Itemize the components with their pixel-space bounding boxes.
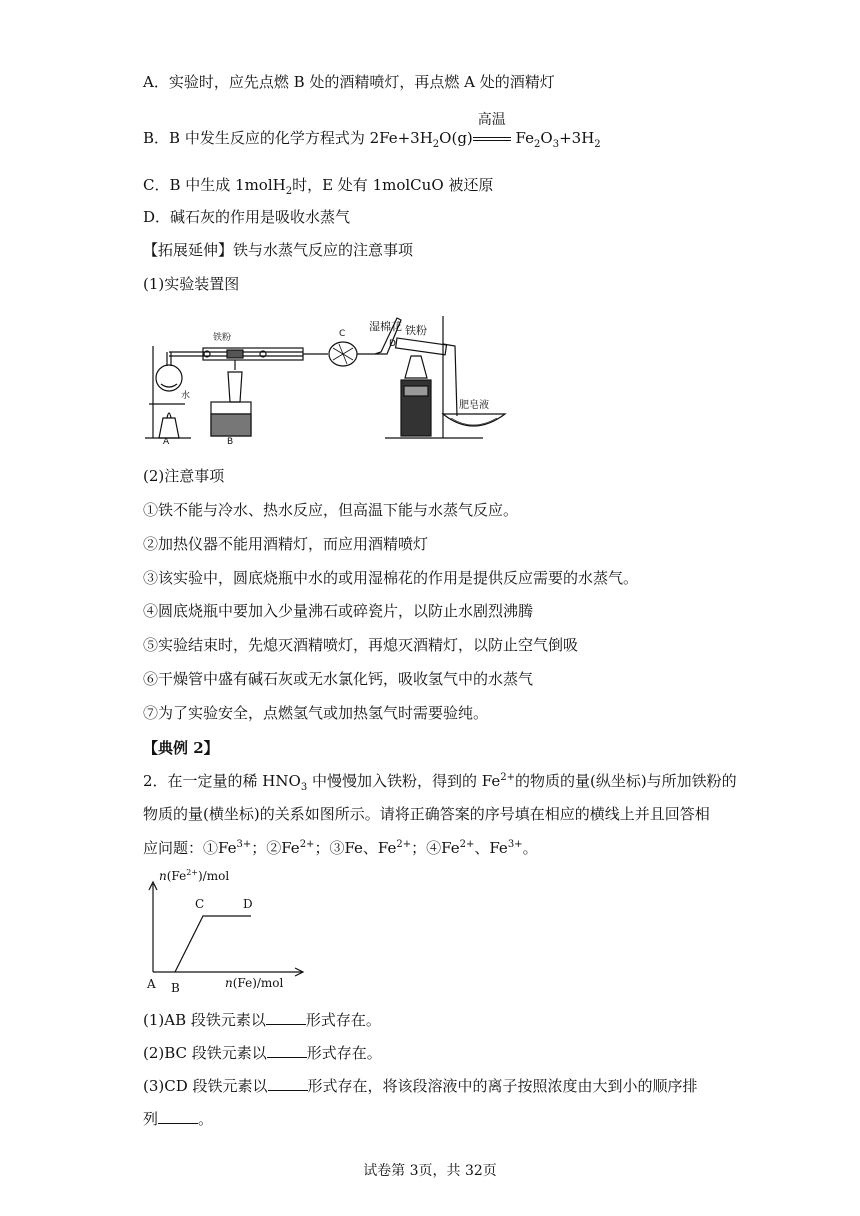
point-c: C <box>195 897 205 911</box>
answer-blank-2[interactable] <box>267 1043 307 1058</box>
point-b: B <box>171 981 180 995</box>
fe2-graph <box>143 866 313 996</box>
label-wet-cotton: 湿棉花 <box>369 320 402 333</box>
label-soap: 肥皂液 <box>459 400 489 411</box>
example-title: 【典例 2】 <box>143 739 219 757</box>
label-water: 水 <box>181 391 191 401</box>
point-a: A <box>147 977 156 991</box>
point-d: D <box>243 897 253 911</box>
note-7: ⑦为了实验安全，点燃氢气或加热氢气时需要验纯。 <box>143 704 489 722</box>
option-d: D．碱石灰的作用是吸收水蒸气 <box>143 208 351 226</box>
option-a: A．实验时，应先点燃 B 处的酒精喷灯，再点燃 A 处的酒精灯 <box>143 73 555 91</box>
option-b: B．B 中发生反应的化学方程式为 $2Fe+3H_2O(g)$ 高温 $Fe_2O_3+3H_2$ <box>143 112 601 150</box>
reaction-condition: 高温 <box>473 128 511 148</box>
label-iron-powder-2: 铁粉 <box>405 324 427 337</box>
svg-text:n(Fe)/mol: n(Fe)/mol <box>225 976 284 990</box>
extension-subtitle-apparatus: (1)实验装置图 <box>143 275 240 293</box>
apparatus-diagram <box>143 312 523 444</box>
option-c: C．B 中生成 1molH$_2$时，E 处有 1molCuO 被还原 <box>143 176 494 197</box>
note-6: ⑥干燥管中盛有碱石灰或无水氯化钙，吸收氢气中的水蒸气 <box>143 670 534 688</box>
label-d: D <box>389 339 396 349</box>
label-b: B <box>227 437 234 444</box>
test-tube <box>396 338 447 355</box>
label-a: A <box>163 437 170 444</box>
extension-subtitle-notes: (2)注意事项 <box>143 467 225 485</box>
svg-text:n(Fe2+)/mol: $n(Fe^{2+})$/mol <box>159 868 230 883</box>
data-line <box>175 916 251 972</box>
sub-question-3-cont: 列 。 <box>143 1110 214 1128</box>
note-3: ③该实验中，圆底烧瓶中水的或用湿棉花的作用是提供反应需要的水蒸气。 <box>143 569 639 587</box>
note-4: ④圆底烧瓶中要加入少量沸石或碎瓷片，以防止水剧烈沸腾 <box>143 602 534 620</box>
sub-question-3: (3)CD 段铁元素以 形式存在，将该段溶液中的离子按照浓度由大到小的顺序排 <box>143 1077 698 1095</box>
answer-blank-4[interactable] <box>158 1109 198 1124</box>
hard-glass-tube <box>203 348 303 360</box>
question-line-1: 2．在一定量的稀 $HNO_3$ 中慢慢加入铁粉，得到的 $Fe^{2+}$的物质的量(纵坐标)与所加铁粉的 <box>143 772 737 793</box>
label-c: C <box>339 329 346 339</box>
question-line-2: 物质的量(横坐标)的关系如图所示。请将正确答案的序号填在相应的横线上并且回答相 <box>143 805 710 823</box>
answer-blank-1[interactable] <box>266 1010 306 1025</box>
note-1: ①铁不能与冷水、热水反应，但高温下能与水蒸气反应。 <box>143 501 519 519</box>
extension-title: 【拓展延伸】铁与水蒸气反应的注意事项 <box>143 241 414 259</box>
note-5: ⑤实验结束时，先熄灭酒精喷灯，再熄灭酒精灯，以防止空气倒吸 <box>143 636 579 654</box>
note-2: ②加热仪器不能用酒精灯，而应用酒精喷灯 <box>143 535 429 553</box>
alcohol-lamp <box>159 418 179 438</box>
sub-question-2: (2)BC 段铁元素以 形式存在。 <box>143 1044 382 1062</box>
evaporating-dish <box>443 414 505 426</box>
question-line-3: 应问题：$①Fe^{3+}$；$②Fe^{2+}$；③Fe、$Fe^{2+}$；$④Fe^{2+}$、$Fe^{3+}$。 <box>143 839 538 857</box>
label-iron-powder: 铁粉 <box>213 333 232 343</box>
sub-question-1: (1)AB 段铁元素以 形式存在。 <box>143 1011 381 1029</box>
answer-blank-3[interactable] <box>268 1076 308 1091</box>
page-footer: 试卷第 3页，共 32页 <box>363 1163 497 1179</box>
